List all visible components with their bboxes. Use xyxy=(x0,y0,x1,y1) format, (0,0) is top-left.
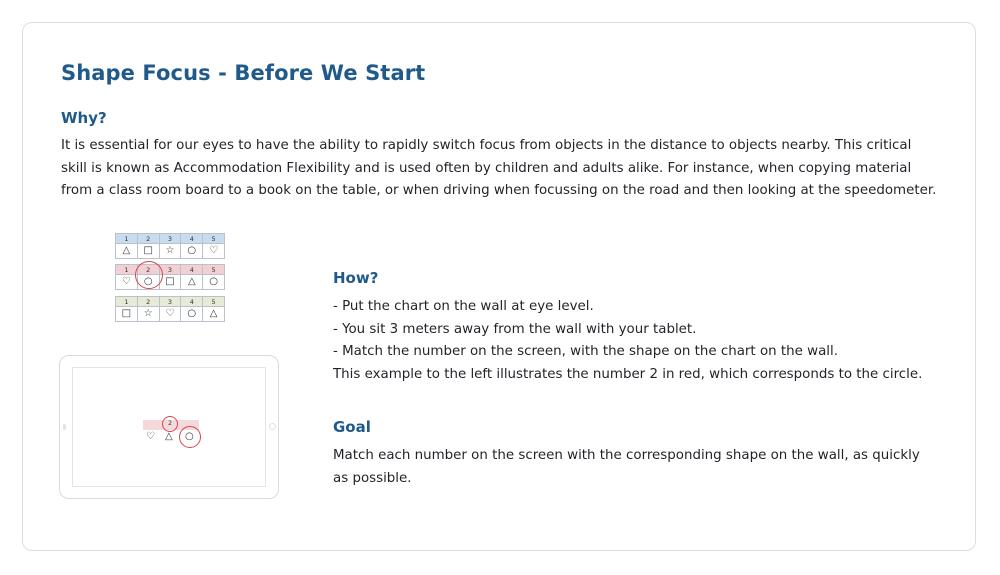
square-icon: □ xyxy=(159,275,181,290)
chart-number: 4 xyxy=(181,265,203,275)
chart-number: 2 xyxy=(137,265,159,275)
how-step: - Put the chart on the wall at eye level. xyxy=(333,299,594,314)
screen-number: 2 xyxy=(162,416,178,432)
chart-number: 1 xyxy=(116,297,138,307)
tablet-screen xyxy=(72,367,266,487)
tablet-illustration xyxy=(59,355,279,499)
how-heading: How? xyxy=(333,269,379,287)
how-step: This example to the left illustrates the number 2 in red, which corresponds to the circle. xyxy=(333,366,923,382)
highlight-ring xyxy=(135,261,163,289)
chart-number: 5 xyxy=(203,265,225,275)
example-illustration xyxy=(59,230,283,480)
circle-icon: ○ xyxy=(181,307,203,322)
page-title: Shape Focus - Before We Start xyxy=(61,61,426,85)
instructions-card xyxy=(22,22,976,551)
triangle-icon: △ xyxy=(181,275,203,290)
goal-text: Match each number on the screen with the corresponding shape on the wall, as quickly as possible. xyxy=(333,448,920,486)
heart-icon: ♡ xyxy=(146,431,155,442)
heart-icon: ♡ xyxy=(116,275,138,290)
why-text: It is essential for our eyes to have the ability to rapidly switch focus from objects in the distance to objects nearby. This critical skill is known as Accommodation Flexibility and is used often by children and adults alike. For instance, when copying material from a class room board to a book on the table, or when driving when focussing on the road and then looking at the speedometer. xyxy=(61,138,937,198)
highlight-ring xyxy=(179,426,201,448)
wall-chart-row-1 xyxy=(115,233,225,259)
heart-icon: ♡ xyxy=(203,244,225,259)
star-icon: ☆ xyxy=(137,307,159,322)
square-icon: □ xyxy=(116,307,138,322)
star-icon: ☆ xyxy=(159,244,181,259)
goal-heading: Goal xyxy=(333,418,371,436)
chart-number: 4 xyxy=(181,234,203,244)
how-step: - You sit 3 meters away from the wall with your tablet. xyxy=(333,321,697,337)
wall-chart-row-3 xyxy=(115,296,225,322)
wall-chart-row-2 xyxy=(115,264,225,290)
tablet-side-button xyxy=(63,424,66,430)
circle-icon: ○ xyxy=(203,275,225,290)
triangle-icon: △ xyxy=(165,431,173,442)
chart-number: 5 xyxy=(203,234,225,244)
tablet-home-button xyxy=(269,423,276,430)
chart-number: 3 xyxy=(159,234,181,244)
circle-icon: ○ xyxy=(185,431,194,442)
chart-number: 3 xyxy=(159,265,181,275)
why-heading: Why? xyxy=(61,109,107,127)
circle-icon: ○ xyxy=(137,275,159,290)
chart-number: 2 xyxy=(137,297,159,307)
triangle-icon: △ xyxy=(203,307,225,322)
chart-number: 1 xyxy=(116,234,138,244)
how-step: - Match the number on the screen, with the shape on the chart on the wall. xyxy=(333,344,838,359)
chart-number: 5 xyxy=(203,297,225,307)
circle-icon: ○ xyxy=(181,244,203,259)
chart-number: 2 xyxy=(137,234,159,244)
triangle-icon: △ xyxy=(116,244,138,259)
chart-number: 1 xyxy=(116,265,138,275)
heart-icon: ♡ xyxy=(159,307,181,322)
square-icon: □ xyxy=(137,244,159,259)
chart-number: 3 xyxy=(159,297,181,307)
how-steps xyxy=(333,296,922,386)
chart-number: 4 xyxy=(181,297,203,307)
